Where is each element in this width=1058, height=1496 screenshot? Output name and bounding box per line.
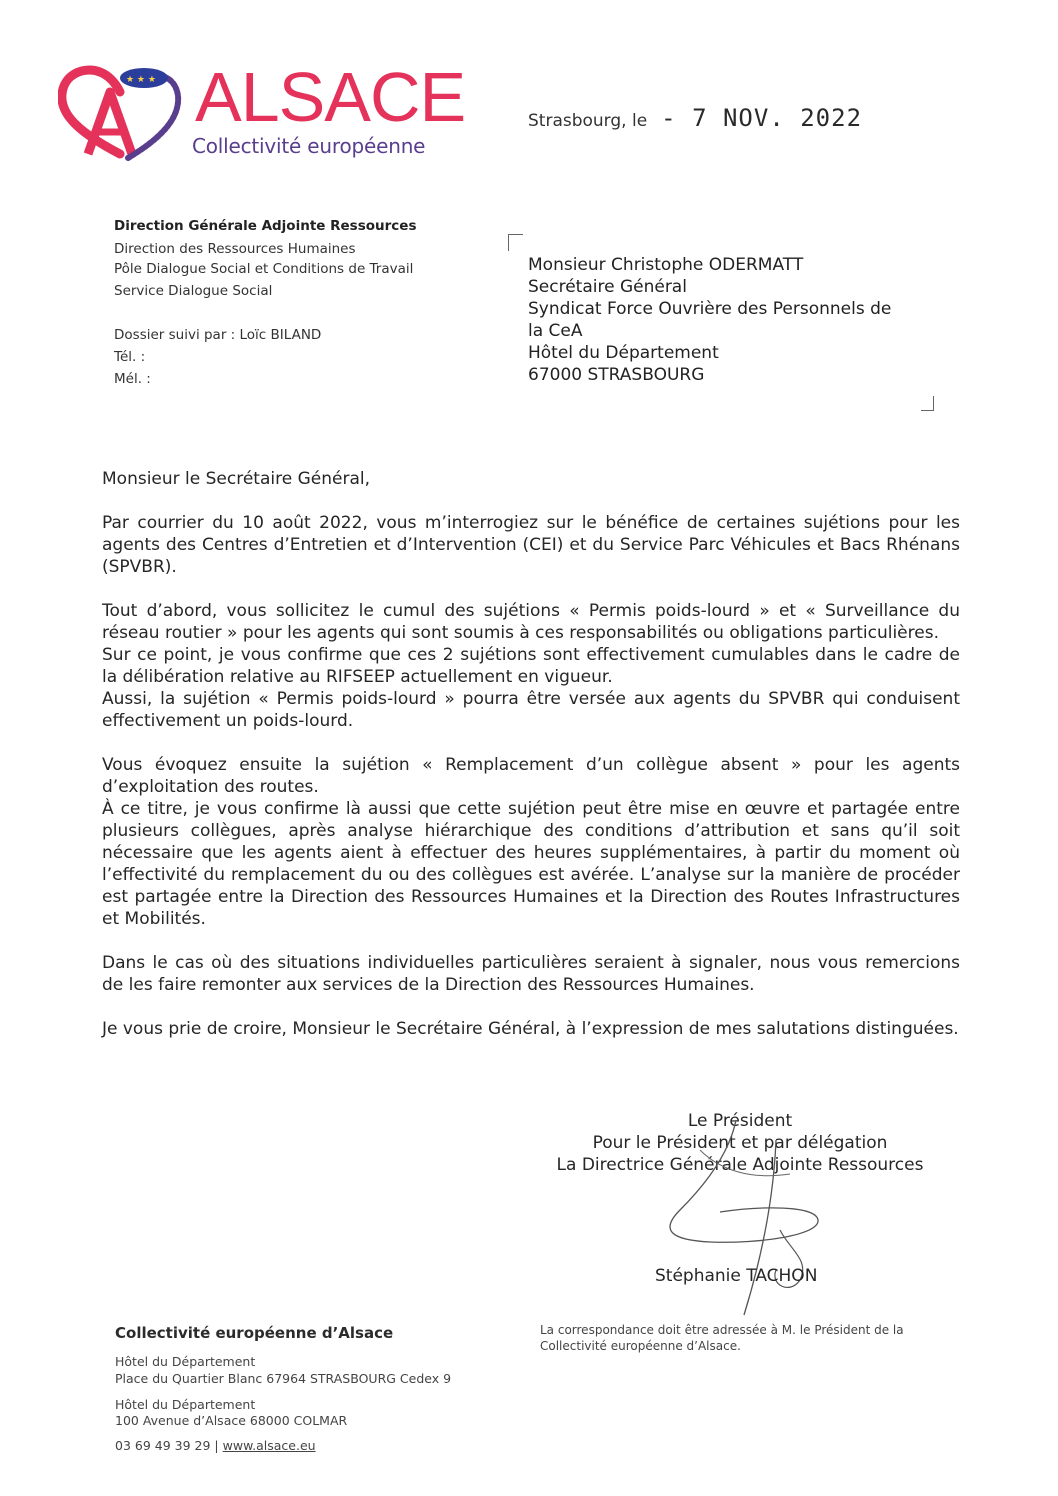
paragraph-3b: À ce titre, je vous confirme là aussi que cette sujétion peut être mise en œuvre et partagée entre plusieurs collègues, après analyse hiérarchique des conditions d’attribution et sans qu’il soit nécessaire que les agents aient à effectuer des heures supplémentaires, à partir du moment où l’effectivité du remplacement du ou des collègues est avérée. L’analyse sur la manière de procéder est partagée entre la Direction des Ressources Humaines et la Direction des Routes Infrastructures et Mobilités.: [102, 799, 960, 929]
address-bracket-top-left: [508, 234, 523, 251]
footer-website-link[interactable]: www.alsace.eu: [222, 1438, 316, 1453]
sender-tel: Tél. :: [114, 349, 146, 365]
signature-line1: Le Président: [687, 1111, 793, 1131]
date-prefix: Strasbourg, le: [528, 111, 648, 131]
footer-phone: 03 69 49 39 29: [115, 1438, 211, 1453]
paragraph-2c: Aussi, la sujétion « Permis poids-lourd » pourra être versée aux agents du SPVBR qui conduisent effectivement un poids-lourd.: [102, 689, 960, 731]
recipient-org-line2: la CeA: [528, 321, 583, 341]
sender-direction: Direction des Ressources Humaines: [114, 241, 356, 257]
footer-address-colmar: 100 Avenue d’Alsace 68000 COLMAR: [115, 1413, 348, 1428]
recipient-address2: 67000 STRASBOURG: [528, 365, 705, 385]
recipient-address1: Hôtel du Département: [528, 343, 719, 363]
signature-name: Stéphanie TACHON: [655, 1266, 818, 1286]
paragraph-2b: Sur ce point, je vous confirme que ces 2 sujétions sont effectivement cumulables dans le cadre de la délibération relative au RIFSEEP actuellement en vigueur.: [102, 645, 960, 687]
footer-address-strasbourg: Place du Quartier Blanc 67964 STRASBOURG Cedex 9: [115, 1371, 452, 1386]
footer-contact: [115, 1438, 316, 1453]
sender-service: Service Dialogue Social: [114, 283, 273, 299]
paragraph-4: Dans le cas où des situations individuelles particulières seraient à signaler, nous vous remercions de les faire remonter aux services de la Direction des Ressources Humaines.: [102, 953, 960, 995]
date-stamp: - 7 NOV. 2022: [661, 104, 863, 132]
signature-line3: La Directrice Générale Adjointe Ressources: [556, 1155, 924, 1175]
footer-hotel-colmar: Hôtel du Département: [115, 1397, 256, 1412]
paragraph-2a: Tout d’abord, vous sollicitez le cumul des sujétions « Permis poids-lourd » et « Surveillance du réseau routier » pour les agents qui sont soumis à ces responsabilités ou obligations particulières.: [102, 601, 960, 643]
handwritten-signature: [640, 1110, 840, 1320]
sender-direction-generale: Direction Générale Adjointe Ressources: [114, 218, 417, 234]
sender-pole: Pôle Dialogue Social et Conditions de Travail: [114, 261, 414, 277]
letter-body: [102, 468, 960, 1040]
footer-org: Collectivité européenne d’Alsace: [115, 1324, 394, 1342]
date-line: [528, 104, 862, 132]
footer-separator: |: [214, 1438, 219, 1453]
address-bracket-bottom-right: [921, 396, 934, 411]
paragraph-1: Par courrier du 10 août 2022, vous m’interrogiez sur le bénéfice de certaines sujétions pour les agents des Centres d’Entretien et d’Intervention (CEI) et du Service Parc Véhicules et Bacs Rhénans (SPVBR).: [102, 513, 960, 577]
signature-line2: Pour le Président et par délégation: [592, 1133, 888, 1153]
logo-tagline: Collectivité européenne: [192, 134, 426, 158]
recipient-name: Monsieur Christophe ODERMATT: [528, 255, 804, 275]
recipient-role: Secrétaire Général: [528, 277, 687, 297]
recipient-address: [528, 254, 948, 386]
footer-hotel-strasbourg: Hôtel du Département: [115, 1354, 256, 1369]
paragraph-5: Je vous prie de croire, Monsieur le Secrétaire Général, à l’expression de mes salutations distinguées.: [102, 1019, 959, 1039]
logo-wordmark: ALSACE: [195, 58, 466, 136]
alsace-logo-mark: [58, 62, 186, 162]
sender-mel: Mél. :: [114, 371, 151, 387]
salutation: Monsieur le Secrétaire Général,: [102, 469, 370, 489]
sender-dossier: Dossier suivi par : Loïc BILAND: [114, 327, 322, 343]
svg-text:★ ★ ★: ★ ★ ★: [126, 75, 156, 85]
paragraph-3a: Vous évoquez ensuite la sujétion « Remplacement d’un collègue absent » pour les agents d’exploitation des routes.: [102, 755, 960, 797]
recipient-org-line1: Syndicat Force Ouvrière des Personnels de: [528, 299, 892, 319]
footer-correspondence-note: La correspondance doit être adressée à M. le Président de la Collectivité européenne d’Alsace.: [540, 1323, 904, 1353]
